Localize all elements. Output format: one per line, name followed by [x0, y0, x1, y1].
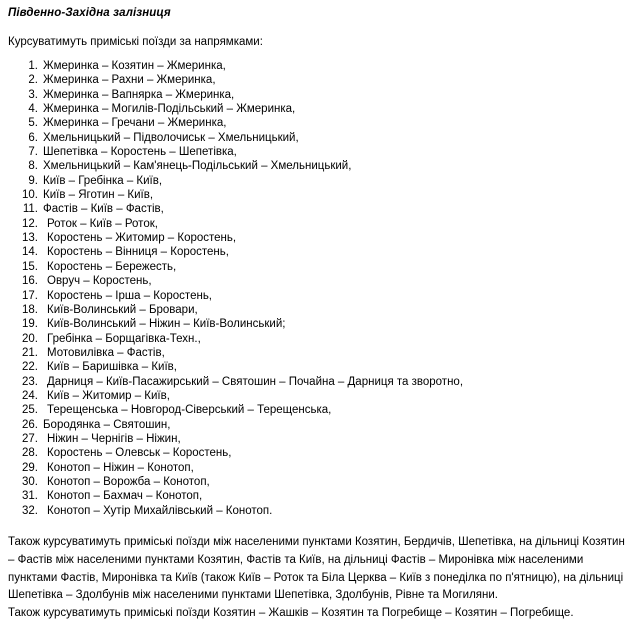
route-list-item — [8, 131, 632, 145]
route-description: Коростень – Житомир – Коростень, — [47, 232, 237, 245]
route-list-item — [8, 432, 632, 446]
route-description: Коростень – Олевськ – Коростень, — [47, 447, 232, 460]
route-list-item — [8, 73, 632, 87]
route-number: 29. — [22, 461, 38, 474]
route-description: Київ – Гребінка – Київ, — [43, 174, 163, 187]
route-list-item — [8, 59, 632, 73]
route-list-item — [8, 289, 632, 303]
route-list-item — [8, 375, 632, 389]
route-list-item — [8, 202, 632, 216]
route-number: 15. — [22, 260, 38, 273]
route-number: 5. — [28, 117, 38, 130]
route-description: Конотоп – Хутір Михайлівський – Конотоп. — [47, 504, 273, 517]
page-title: Південно-Західна залізниця — [8, 7, 171, 19]
route-list-item — [8, 418, 632, 432]
route-description: Київ – Яготин – Київ, — [43, 189, 154, 202]
route-description: Жмеринка – Козятин – Жмеринка, — [43, 60, 226, 72]
route-number: 10. — [22, 189, 38, 202]
route-list — [8, 59, 632, 518]
route-number: 20. — [22, 332, 38, 345]
route-number: 24. — [22, 389, 38, 402]
route-list-item — [8, 88, 632, 102]
route-number: 13. — [22, 232, 38, 245]
route-list-item — [8, 475, 632, 489]
route-list-item — [8, 504, 632, 518]
route-number: 19. — [22, 318, 38, 331]
route-description: Мотовилівка – Фастів, — [47, 346, 165, 359]
route-number: 18. — [22, 303, 38, 316]
route-number: 17. — [22, 289, 38, 302]
route-list-item — [8, 260, 632, 274]
route-number: 23. — [22, 375, 38, 388]
route-number: 6. — [28, 131, 38, 144]
route-number: 22. — [22, 361, 38, 374]
closing-section — [8, 534, 632, 623]
route-number: 21. — [22, 346, 38, 359]
route-description: Терещенська – Новгород-Сіверський – Терещенська, — [47, 404, 332, 417]
route-description: Київ-Волинський – Бровари, — [47, 303, 198, 316]
route-description: Київ – Баришівка – Київ, — [47, 361, 177, 374]
route-number: 27. — [22, 432, 38, 445]
route-list-item — [8, 174, 632, 188]
route-list-item — [8, 332, 632, 346]
closing-paragraph-1: Також курсуватимуть приміські поїзди між населеними пунктами Козятин, Бердичів, Шепетівка, на дільниці Козятин – Фастів між населеними пунктами Козятин, Фастів та Київ, на дільниці Фастів – Миронівка між населеними пунктами Фастів, Миронівка та Київ (також Київ – Роток та Біла Церква – Київ з понеділка по п'ятницю), на дільниці Шепетівка – Здолбунів між населеними пунктами Шепетівка, Здолбунів, Рівне та Могиляни. — [8, 536, 625, 602]
route-number: 8. — [28, 160, 38, 173]
route-number: 26. — [22, 418, 38, 431]
route-description: Ніжин – Чернігів – Ніжин, — [47, 432, 181, 445]
route-description: Конотоп – Бахмач – Конотоп, — [47, 490, 203, 503]
route-list-item — [8, 446, 632, 460]
route-list-item — [8, 403, 632, 417]
route-list-item — [8, 116, 632, 130]
route-description: Дарниця – Київ-Пасажирський – Святошин – Почайна – Дарниця та зворотно, — [47, 375, 464, 388]
route-number: 14. — [22, 246, 38, 259]
route-number: 9. — [28, 174, 38, 187]
route-list-item — [8, 274, 632, 288]
route-list-item — [8, 360, 632, 374]
route-list-item — [8, 303, 632, 317]
route-description: Жмеринка – Могилів-Подільський – Жмеринка, — [43, 103, 296, 116]
route-number: 31. — [22, 490, 38, 503]
route-list-item — [8, 489, 632, 503]
route-description: Хмельницький – Підволочиськ – Хмельницький, — [43, 131, 299, 144]
route-number: 25. — [22, 404, 38, 417]
route-description: Коростень – Бережесть, — [47, 260, 177, 273]
route-description: Коростень – Вінниця – Коростень, — [47, 246, 229, 259]
route-list-item — [8, 145, 632, 159]
route-number: 11. — [22, 203, 38, 216]
route-number: 7. — [28, 146, 38, 159]
route-description: Київ – Житомир – Київ, — [47, 389, 170, 402]
route-list-item — [8, 346, 632, 360]
route-list-item — [8, 217, 632, 231]
route-description: Жмеринка – Рахни – Жмеринка, — [43, 74, 216, 87]
route-description: Бородянка – Святошин, — [43, 418, 171, 431]
route-description: Шепетівка – Коростень – Шепетівка, — [43, 146, 237, 159]
route-list-item — [8, 188, 632, 202]
route-number: 2. — [28, 74, 38, 87]
route-list-item — [8, 317, 632, 331]
route-description: Фастів – Київ – Фастів, — [43, 203, 164, 216]
route-list-item — [8, 231, 632, 245]
route-number: 16. — [22, 275, 38, 288]
route-number: 28. — [22, 447, 38, 460]
route-description: Хмельницький – Кам'янець-Подільський – Хмельницький, — [43, 160, 352, 173]
route-list-item — [8, 461, 632, 475]
route-list-item — [8, 245, 632, 259]
closing-paragraph-2: Також курсуватимуть приміські поїзди Козятин – Жашків – Козятин та Погребище – Козятин – Погребище. — [8, 607, 574, 620]
route-list-item — [8, 389, 632, 403]
route-description: Роток – Київ – Роток, — [47, 217, 158, 230]
route-list-item — [8, 102, 632, 116]
route-description: Гребінка – Борщагівка-Техн., — [47, 332, 201, 345]
intro-paragraph: Курсуватимуть приміські поїзди за напрямками: — [8, 36, 263, 48]
route-description: Конотоп – Ворожба – Конотоп, — [47, 475, 210, 488]
route-number: 4. — [28, 103, 38, 116]
route-description: Київ-Волинський – Ніжин – Київ-Волинський; — [47, 318, 286, 331]
route-number: 12. — [22, 217, 38, 230]
route-number: 1. — [28, 60, 38, 72]
route-description: Овруч – Коростень, — [47, 275, 152, 288]
route-description: Жмеринка – Гречани – Жмеринка, — [43, 117, 227, 130]
route-list-item — [8, 159, 632, 173]
route-number: 3. — [28, 88, 38, 101]
route-description: Коростень – Ірша – Коростень, — [47, 289, 213, 302]
route-description: Жмеринка – Вапнярка – Жмеринка, — [43, 88, 235, 101]
route-number: 30. — [22, 475, 38, 488]
route-description: Конотоп – Ніжин – Конотоп, — [47, 461, 194, 474]
route-number: 32. — [22, 504, 38, 517]
